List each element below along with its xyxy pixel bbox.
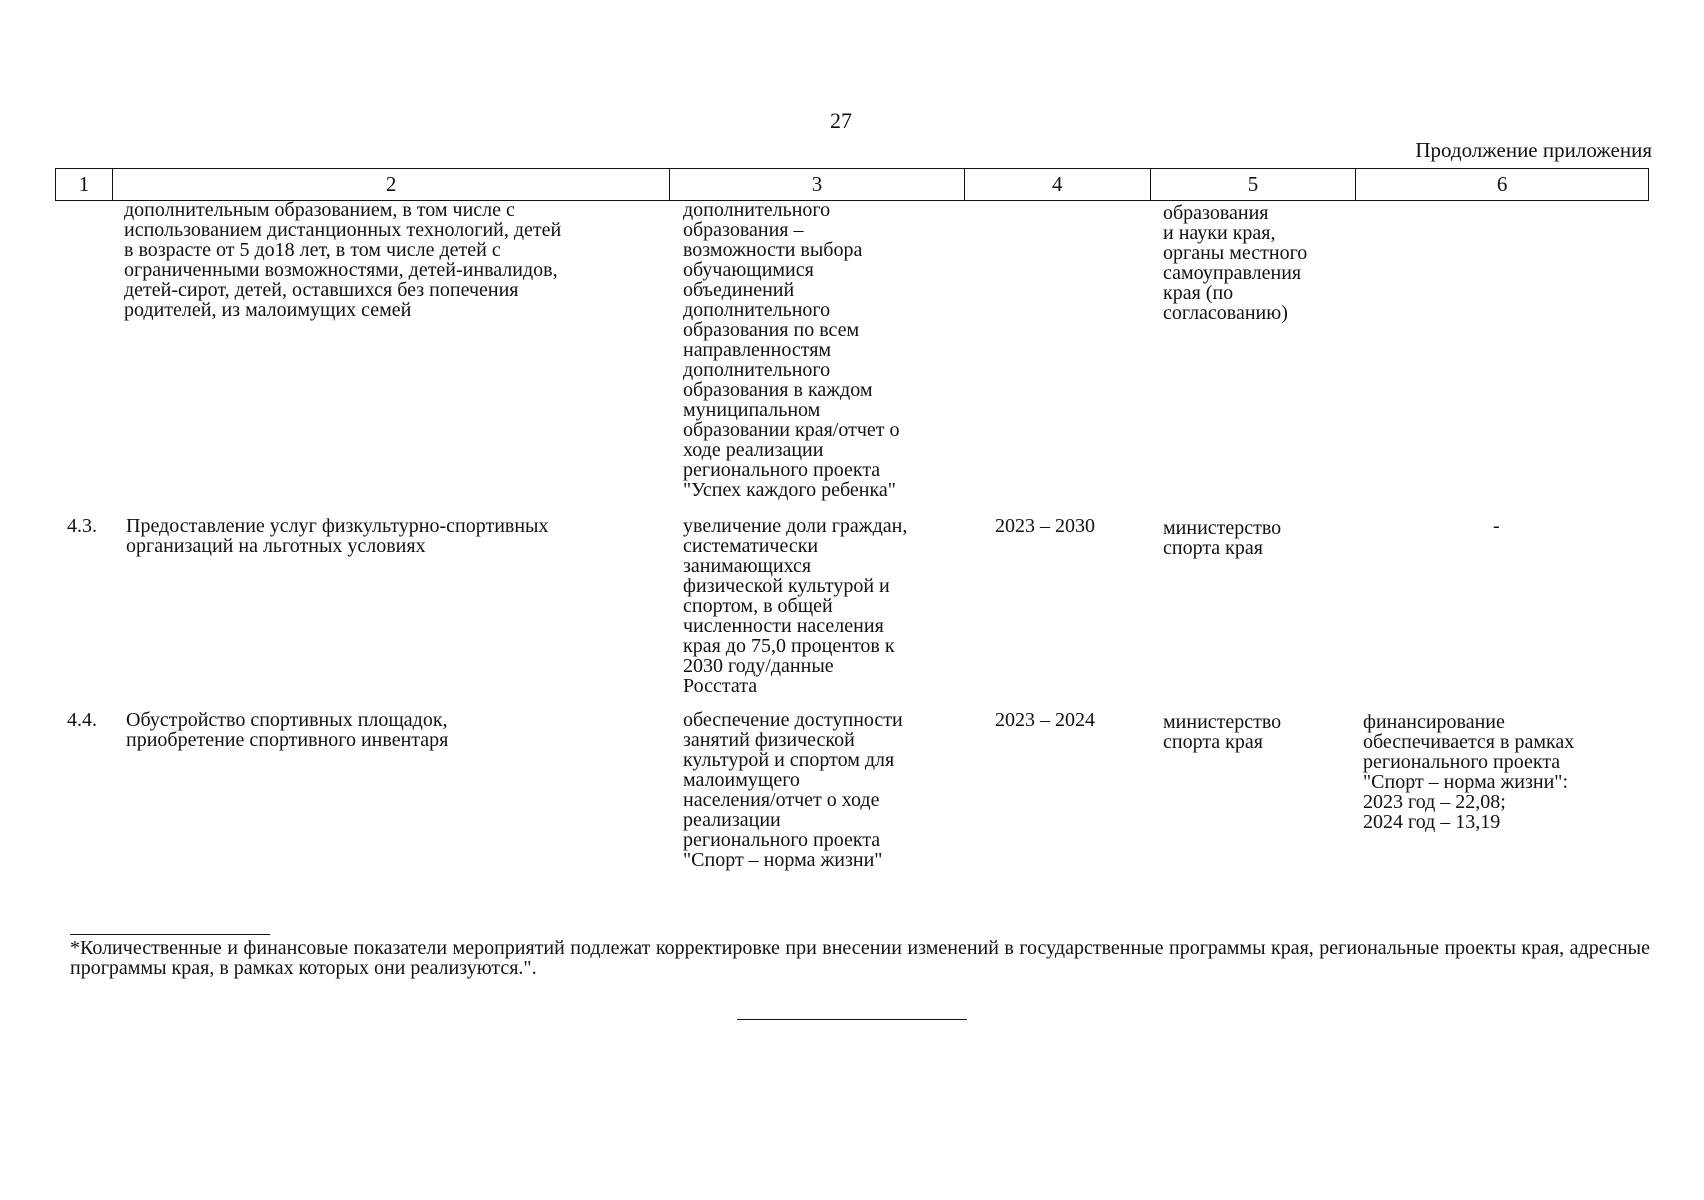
row-4-3-executor: министерство спорта края	[1163, 517, 1282, 559]
row-4-4-number: 4.4.	[67, 709, 97, 731]
row-4-4-measure: Обустройство спортивных площадок, приобретение спортивного инвентаря	[126, 709, 449, 751]
column-header-2: 2	[113, 169, 670, 200]
end-rule	[737, 1019, 967, 1020]
footnote-separator	[70, 934, 270, 935]
row-4-3-note: -	[1493, 515, 1500, 537]
column-header-4: 4	[965, 169, 1151, 200]
row-4-3-number: 4.3.	[67, 515, 97, 537]
row-4-4-note: финансирование обеспечивается в рамках регионального проекта "Спорт – норма жизни": 2023 год – 22,08; 2024 год – 13,19	[1363, 711, 1575, 833]
column-header-3: 3	[670, 169, 965, 200]
continuation-label: Продолжение приложения	[1415, 138, 1652, 162]
table-header-row	[55, 168, 1649, 201]
column-header-1: 1	[56, 169, 113, 200]
column-header-5: 5	[1151, 169, 1357, 200]
row-4-4-period: 2023 – 2024	[995, 709, 1095, 731]
column-header-6: 6	[1496, 172, 1508, 196]
row-1-executor: образования и науки края, органы местного самоуправления края (по согласованию)	[1163, 202, 1308, 324]
page-number: 27	[830, 108, 852, 133]
row-4-3-period: 2023 – 2030	[995, 515, 1095, 537]
row-1-result: дополнительного образования – возможности выбора обучающимися объединений дополнительного образования по всем направленностям дополнительного образования в каждом муниципальном образовании края/отчет о ходе реализации регионального проекта "Успех каждого ребенка"	[683, 199, 900, 501]
row-4-3-result: увеличение доли граждан, систематически занимающихся физической культурой и спортом, в общей численности населения края до 75,0 процентов к 2030 году/данные Росстата	[683, 515, 908, 697]
row-4-3-measure: Предоставление услуг физкультурно-спортивных организаций на льготных условиях	[126, 515, 549, 557]
row-4-4-executor: министерство спорта края	[1163, 711, 1282, 753]
row-4-4-result: обеспечение доступности занятий физической культурой и спортом для малоимущего населения/отчет о ходе реализации регионального проекта "Спорт – норма жизни"	[683, 709, 903, 871]
row-1-measure: дополнительным образованием, в том числе с использованием дистанционных технологий, детей в возрасте от 5 до18 лет, в том числе детей с ограниченными возможностями, детей-инвалидов, детей-сирот, детей, оставшихся без попечения родителей, из малоимущих семей	[124, 199, 562, 321]
footnote: *Количественные и финансовые показатели мероприятий подлежат корректировке при внесении изменений в государственные программы края, региональные проекты края, адресные программы края, в рамках которых они реализуются.".	[70, 937, 1650, 979]
